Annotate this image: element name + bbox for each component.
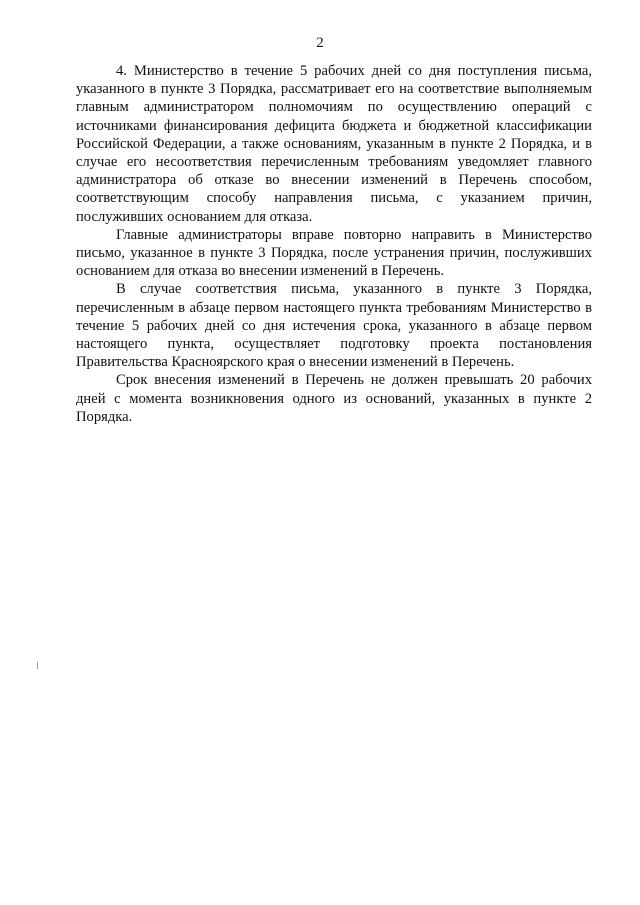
paragraph-1: 4. Министерство в течение 5 рабочих дней со дня поступления письма, указанного в пункте 3 Порядка, рассматривает его на соответствие выполняемым главным администратором полномочиям по осуществлению операций с источниками финансирования дефицита бюджета и бюджетной классификации Российской Федерации, а также основаниям, указанным в пункте 2 Порядка, и в случае его несоответствия перечисленным требованиям уведомляет главного администратора об отказе во внесении изменений в Перечень способом, соответствующим способу направления письма, с указанием причин, послуживших основанием для отказа. (76, 63, 592, 225)
scan-artifact-mark (37, 662, 38, 669)
page-number: 2 (316, 35, 324, 51)
document-body (76, 62, 592, 426)
paragraph-2: Главные администраторы вправе повторно направить в Министерство письмо, указанное в пункте 3 Порядка, после устранения причин, послуживших основанием для отказа во внесении изменений в Перечень. (76, 226, 592, 280)
paragraph-3: В случае соответствия письма, указанного в пункте 3 Порядка, перечисленным в абзаце первом настоящего пункта требованиям Министерство в течение 5 рабочих дней со дня истечения срока, указанного в абзаце первом настоящего пункта, осуществляет подготовку проекта постановления Правительства Красноярского края о внесении изменений в Перечень. (76, 281, 592, 371)
paragraph-4: Срок внесения изменений в Перечень не должен превышать 20 рабочих дней с момента возникновения одного из оснований, указанных в пункте 2 Порядка. (76, 372, 592, 425)
